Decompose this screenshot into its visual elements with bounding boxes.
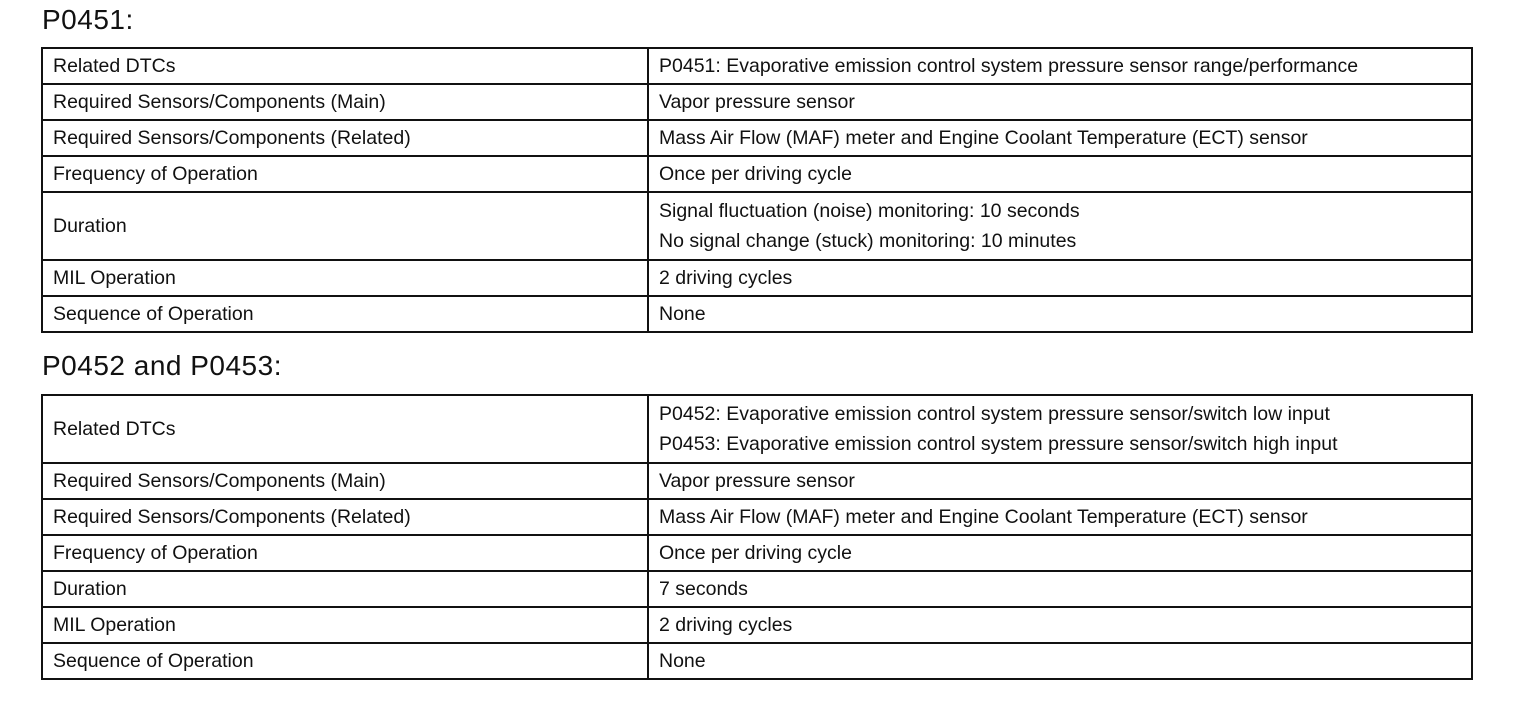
value-line: P0452: Evaporative emission control system pressure sensor/switch low input <box>659 403 1330 425</box>
table-row <box>42 643 1472 679</box>
row-value <box>648 395 1472 463</box>
monitor-table-p0451 <box>41 47 1473 333</box>
value-line: 2 driving cycles <box>659 267 793 289</box>
row-value <box>648 192 1472 260</box>
monitor-table-p0452-p0453 <box>41 394 1473 680</box>
row-value <box>648 296 1472 332</box>
row-value <box>648 499 1472 535</box>
row-label: MIL Operation <box>42 607 648 643</box>
value-line: Mass Air Flow (MAF) meter and Engine Coolant Temperature (ECT) sensor <box>659 127 1308 149</box>
table-row <box>42 120 1472 156</box>
row-value <box>648 643 1472 679</box>
row-label: MIL Operation <box>42 260 648 296</box>
row-label: Duration <box>42 192 648 260</box>
row-value <box>648 260 1472 296</box>
table-row <box>42 463 1472 499</box>
row-value <box>648 156 1472 192</box>
table-row <box>42 395 1472 463</box>
row-label: Duration <box>42 571 648 607</box>
value-line: P0453: Evaporative emission control system pressure sensor/switch high input <box>659 433 1338 455</box>
table-row <box>42 571 1472 607</box>
row-label: Required Sensors/Components (Related) <box>42 120 648 156</box>
row-label: Sequence of Operation <box>42 643 648 679</box>
table-row <box>42 48 1472 84</box>
row-label: Related DTCs <box>42 395 648 463</box>
value-line: 7 seconds <box>659 578 748 600</box>
row-label: Related DTCs <box>42 48 648 84</box>
value-line: Vapor pressure sensor <box>659 470 855 492</box>
section-title-p0451: P0451: <box>42 4 134 35</box>
value-line: Signal fluctuation (noise) monitoring: 10 seconds <box>659 200 1080 222</box>
value-line: Once per driving cycle <box>659 163 852 185</box>
row-label: Required Sensors/Components (Main) <box>42 463 648 499</box>
row-label: Frequency of Operation <box>42 535 648 571</box>
table-row <box>42 156 1472 192</box>
value-line: Once per driving cycle <box>659 542 852 564</box>
table-row <box>42 535 1472 571</box>
value-line: Vapor pressure sensor <box>659 91 855 113</box>
value-line: None <box>659 303 706 325</box>
row-value <box>648 535 1472 571</box>
row-value <box>648 463 1472 499</box>
row-value <box>648 571 1472 607</box>
value-line: Mass Air Flow (MAF) meter and Engine Coolant Temperature (ECT) sensor <box>659 506 1308 528</box>
row-value <box>648 120 1472 156</box>
table-row <box>42 607 1472 643</box>
row-label: Required Sensors/Components (Related) <box>42 499 648 535</box>
table-row <box>42 499 1472 535</box>
table-row <box>42 84 1472 120</box>
row-value <box>648 607 1472 643</box>
value-line: No signal change (stuck) monitoring: 10 minutes <box>659 230 1077 252</box>
value-line: P0451: Evaporative emission control system pressure sensor range/performance <box>659 55 1359 77</box>
value-line: None <box>659 650 706 672</box>
value-line: 2 driving cycles <box>659 614 793 636</box>
row-value <box>648 84 1472 120</box>
row-label: Frequency of Operation <box>42 156 648 192</box>
table-row <box>42 192 1472 260</box>
row-value <box>648 48 1472 84</box>
row-label: Required Sensors/Components (Main) <box>42 84 648 120</box>
table-row <box>42 296 1472 332</box>
table-row <box>42 260 1472 296</box>
section-title-p0452-p0453: P0452 and P0453: <box>42 350 282 381</box>
row-label: Sequence of Operation <box>42 296 648 332</box>
